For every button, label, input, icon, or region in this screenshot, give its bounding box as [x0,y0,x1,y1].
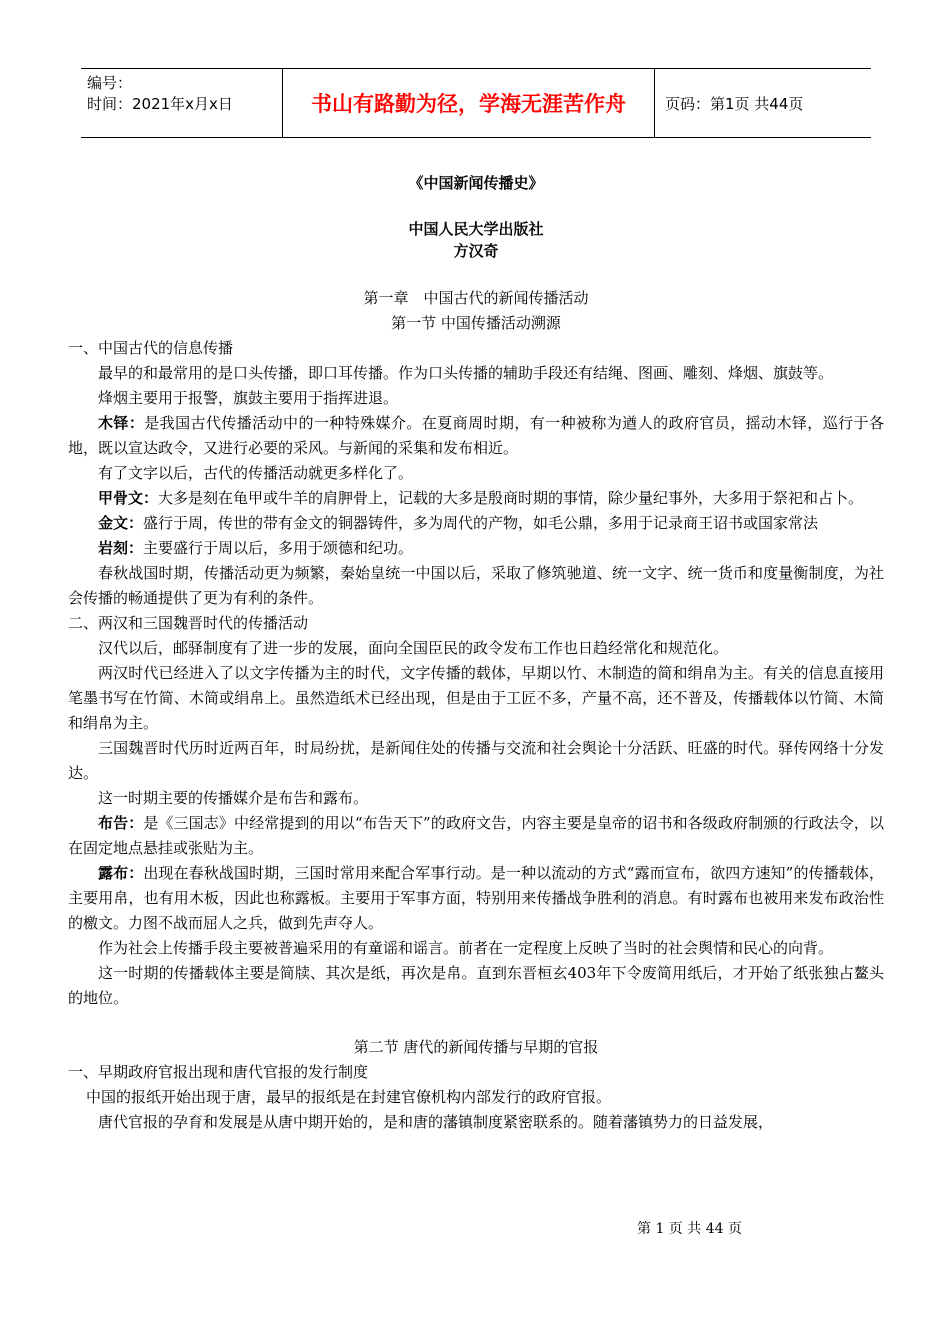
number-label: 编号： [87,74,133,92]
paragraph [68,811,884,861]
paragraph: 中国的报纸开始出现于唐，最早的报纸是在封建官僚机构内部发行的政府官报。 [86,1088,612,1106]
paragraph: 这一时期主要的传播媒介是布告和露布。 [98,789,369,807]
paragraph: 有了文字以后，古代的传播活动就更多样化了。 [98,464,414,482]
spacer [68,1011,884,1035]
paragraph-text: 大多是刻在龟甲或牛羊的肩胛骨上，记载的大多是殷商时期的事情，除少量纪事外，大多用于祭祀和占卜。 [158,489,864,507]
book-title: 《中国新闻传播史》 [408,174,544,192]
paragraph: 唐代官报的孕育和发展是从唐中期开始的，是和唐的藩镇制度紧密联系的。随着藩镇势力的日益发展， [98,1113,774,1131]
term-label: 金文： [98,514,144,532]
subheading: 二、两汉和三国魏晋时代的传播活动 [68,614,309,632]
subheading: 一、中国古代的信息传播 [68,339,234,357]
header-page-label: 页码：第1页 共44页 [665,94,804,113]
paragraph [68,861,884,936]
term-label: 甲骨文： [98,489,159,507]
document-body [68,172,884,1135]
paragraph-text: 出现在春秋战国时期，三国时常用来配合军事行动。是一种以流动的方式“露而宣布，欲四方速知”的传播载体，主要用帛，也有用木板，因此也称露板。主要用于军事方面，特别用来传播战争胜利的消息。有时露布也被用来发布政治性的檄文。力图不战而屈人之兵，做到先声夺人。 [68,864,884,932]
header-meta [81,69,282,137]
paragraph: 两汉时代已经进入了以文字传播为主的时代，文字传播的载体，早期以竹、木制造的简和绢帛为主。有关的信息直接用笔墨书写在竹简、木简或绢帛上。虽然造纸术已经出现，但是由于工匠不多，产量不高，还不普及，传播载体以竹简、木简和绢帛为主。 [68,664,884,732]
header-motto: 书山有路勤为径，学海无涯苦作舟 [282,69,655,137]
section-heading: 第一节 中国传播活动溯源 [391,314,561,332]
paragraph: 最早的和最常用的是口头传播，即口耳传播。作为口头传播的辅助手段还有结绳、图画、雕刻、烽烟、旗鼓等。 [98,364,834,382]
paragraph: 三国魏晋时代历时近两百年，时局纷扰，是新闻住处的传播与交流和社会舆论十分活跃、旺盛的时代。驿传网络十分发达。 [68,739,884,782]
paragraph-text: 是《三国志》中经常提到的用以“布告天下”的政府文告，内容主要是皇帝的诏书和各级政府制颁的行政法令，以在固定地点悬挂或张贴为主。 [68,814,884,857]
paragraph [68,411,884,461]
term-label: 岩刻： [98,539,144,557]
chapter-heading: 第一章 中国古代的新闻传播活动 [363,289,589,307]
time-label: 时间：2021年x月x日 [87,95,233,113]
document-header [81,68,871,138]
paragraph [68,511,884,536]
paragraph: 作为社会上传播手段主要被普遍采用的有童谣和谣言。前者在一定程度上反映了当时的社会舆情和民心的向背。 [98,939,834,957]
paragraph-text: 主要盛行于周以后，多用于颂德和纪功。 [143,539,414,557]
paragraph [68,486,884,511]
term-label: 露布： [98,864,144,882]
paragraph: 汉代以后，邮驿制度有了进一步的发展，面向全国臣民的政令发布工作也日趋经常化和规范化。 [98,639,729,657]
term-label: 布告： [98,814,144,832]
paragraph: 烽烟主要用于报警，旗鼓主要用于指挥进退。 [98,389,399,407]
paragraph-text: 是我国古代传播活动中的一种特殊媒介。在夏商周时期，有一种被称为遒人的政府官员，摇动木铎，巡行于各地，既以宣达政令，又进行必要的采风。与新闻的采集和发布相近。 [68,414,884,457]
paragraph [68,536,884,561]
publisher: 中国人民大学出版社 [408,220,544,238]
author: 方汉奇 [453,242,499,260]
subheading: 一、早期政府官报出现和唐代官报的发行制度 [68,1063,369,1081]
term-label: 木铎： [98,414,145,432]
section-heading: 第二节 唐代的新闻传播与早期的官报 [353,1038,599,1056]
paragraph: 春秋战国时期，传播活动更为频繁，秦始皇统一中国以后，采取了修筑驰道、统一文字、统一货币和度量衡制度，为社会传播的畅通提供了更为有利的条件。 [68,564,884,607]
page-footer: 第 1 页 共 44 页 [637,1221,742,1237]
paragraph-text: 盛行于周，传世的带有金文的铜器铸件，多为周代的产物，如毛公鼎，多用于记录商王诏书或国家常法 [143,514,819,532]
paragraph: 这一时期的传播载体主要是简牍、其次是纸，再次是帛。直到东晋桓玄403年下令废简用纸后，才开始了纸张独占鳌头的地位。 [68,964,884,1007]
